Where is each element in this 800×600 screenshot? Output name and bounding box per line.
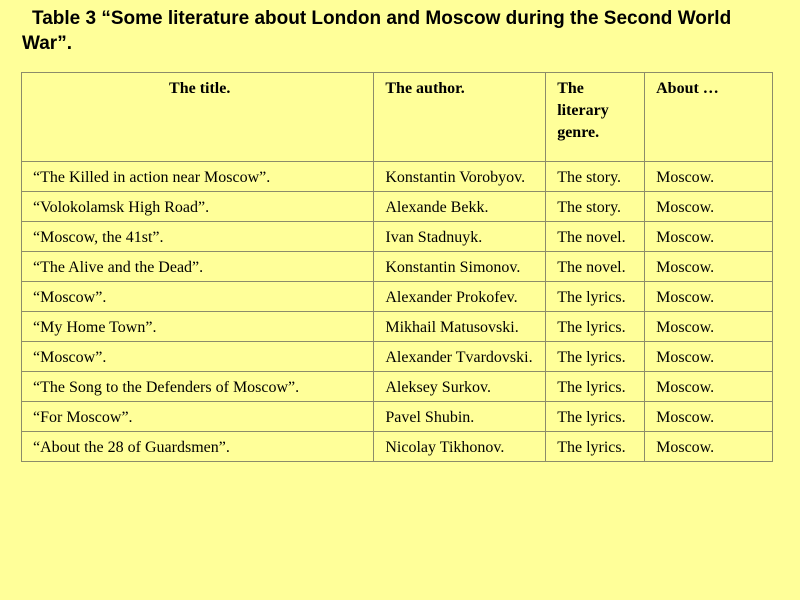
cell-author: Pavel Shubin. [374, 402, 546, 432]
cell-about: Moscow. [645, 432, 773, 462]
table-row [22, 252, 773, 282]
cell-title: “For Moscow”. [22, 402, 374, 432]
page-title [22, 6, 762, 56]
table-row [22, 342, 773, 372]
cell-title: “Volokolamsk High Road”. [22, 192, 374, 222]
cell-author: Alexande Bekk. [374, 192, 546, 222]
cell-genre: The lyrics. [546, 402, 645, 432]
header-about: About … [645, 73, 773, 162]
cell-genre: The lyrics. [546, 312, 645, 342]
cell-about: Moscow. [645, 192, 773, 222]
table-row [22, 402, 773, 432]
cell-genre: The story. [546, 192, 645, 222]
cell-genre: The lyrics. [546, 432, 645, 462]
cell-about: Moscow. [645, 372, 773, 402]
literature-table [21, 72, 773, 462]
table-row [22, 432, 773, 462]
cell-author: Ivan Stadnuyk. [374, 222, 546, 252]
cell-genre: The novel. [546, 222, 645, 252]
table-header-row [22, 73, 773, 162]
cell-title: “My Home Town”. [22, 312, 374, 342]
cell-genre: The lyrics. [546, 342, 645, 372]
cell-about: Moscow. [645, 282, 773, 312]
cell-genre: The lyrics. [546, 372, 645, 402]
cell-author: Konstantin Vorobyov. [374, 162, 546, 192]
cell-author: Konstantin Simonov. [374, 252, 546, 282]
cell-about: Moscow. [645, 312, 773, 342]
cell-about: Moscow. [645, 162, 773, 192]
table-row [22, 192, 773, 222]
page-title-text: Table 3 “Some literature about London and Moscow during the Second World War”. [22, 8, 732, 54]
header-author: The author. [374, 73, 546, 162]
cell-author: Alexander Tvardovski. [374, 342, 546, 372]
cell-title: “The Killed in action near Moscow”. [22, 162, 374, 192]
table-body [22, 162, 773, 462]
cell-author: Mikhail Matusovski. [374, 312, 546, 342]
cell-title: “The Song to the Defenders of Moscow”. [22, 372, 374, 402]
table-row [22, 162, 773, 192]
cell-author: Aleksey Surkov. [374, 372, 546, 402]
table-row [22, 312, 773, 342]
cell-genre: The novel. [546, 252, 645, 282]
cell-title: “Moscow”. [22, 342, 374, 372]
table-row [22, 372, 773, 402]
table-row [22, 282, 773, 312]
cell-title: “The Alive and the Dead”. [22, 252, 374, 282]
cell-author: Nicolay Tikhonov. [374, 432, 546, 462]
cell-genre: The lyrics. [546, 282, 645, 312]
cell-about: Moscow. [645, 222, 773, 252]
cell-genre: The story. [546, 162, 645, 192]
table-row [22, 222, 773, 252]
cell-about: Moscow. [645, 252, 773, 282]
cell-author: Alexander Prokofev. [374, 282, 546, 312]
header-genre: The literary genre. [546, 73, 645, 162]
cell-about: Moscow. [645, 402, 773, 432]
cell-title: “Moscow”. [22, 282, 374, 312]
header-title: The title. [22, 73, 374, 162]
cell-title: “Moscow, the 41st”. [22, 222, 374, 252]
cell-about: Moscow. [645, 342, 773, 372]
cell-title: “About the 28 of Guardsmen”. [22, 432, 374, 462]
